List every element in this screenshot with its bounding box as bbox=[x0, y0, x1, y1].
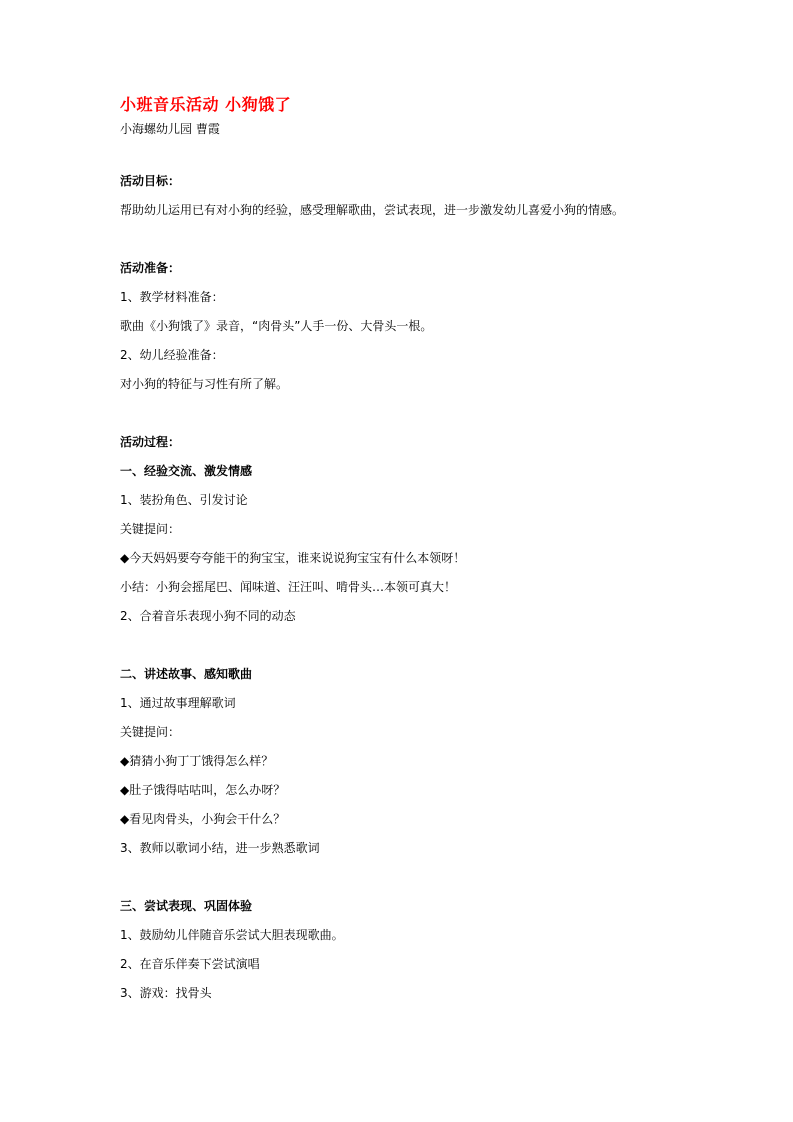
section-1-line: ◆今天妈妈要夸夸能干的狗宝宝，谁来说说狗宝宝有什么本领呀！ bbox=[120, 551, 466, 565]
spacer bbox=[120, 404, 740, 433]
author-line: 小海螺幼儿园 曹霞 bbox=[120, 122, 220, 136]
section-1-line: 小结：小狗会摇尾巴、闻味道、汪汪叫、啃骨头…本领可真大！ bbox=[120, 580, 457, 594]
section-2-line: 关键提问： bbox=[120, 725, 181, 739]
prep-item-2-text: 对小狗的特征与习性有所了解。 bbox=[120, 377, 289, 391]
prep-item-1-text: 歌曲《小狗饿了》录音，“肉骨头”人手一份、大骨头一根。 bbox=[120, 319, 433, 333]
section-3-line: 3、游戏：找骨头 bbox=[120, 986, 212, 1000]
prep-heading: 活动准备： bbox=[120, 261, 181, 275]
goals-heading: 活动目标： bbox=[120, 174, 181, 188]
section-2-line: 3、教师以歌词小结，进一步熟悉歌词 bbox=[120, 841, 320, 855]
section-3-title: 三、尝试表现、巩固体验 bbox=[120, 899, 253, 913]
section-2-line: 1、通过故事理解歌词 bbox=[120, 696, 236, 710]
document-title: 小班音乐活动 小狗饿了 bbox=[120, 95, 292, 114]
section-3-line: 2、在音乐伴奏下尝试演唱 bbox=[120, 957, 260, 971]
spacer bbox=[120, 230, 740, 259]
section-3-line: 1、鼓励幼儿伴随音乐尝试大胆表现歌曲。 bbox=[120, 928, 344, 942]
document-page bbox=[120, 93, 740, 1013]
section-2-title: 二、讲述故事、感知歌曲 bbox=[120, 667, 253, 681]
process-heading: 活动过程： bbox=[120, 435, 181, 449]
prep-item-1: 1、教学材料准备： bbox=[120, 290, 224, 304]
spacer bbox=[120, 636, 740, 665]
spacer bbox=[120, 868, 740, 897]
section-1-line: 2、合着音乐表现小狗不同的动态 bbox=[120, 609, 296, 623]
section-1-line: 关键提问： bbox=[120, 522, 181, 536]
goals-text: 帮助幼儿运用已有对小狗的经验，感受理解歌曲，尝试表现，进一步激发幼儿喜爱小狗的情感。 bbox=[120, 203, 625, 217]
section-2-line: ◆猜猜小狗丁丁饿得怎么样？ bbox=[120, 754, 274, 768]
prep-item-2: 2、幼儿经验准备： bbox=[120, 348, 224, 362]
section-1-line: 1、装扮角色、引发讨论 bbox=[120, 493, 248, 507]
section-1-title: 一、经验交流、激发情感 bbox=[120, 464, 253, 478]
spacer bbox=[120, 139, 740, 172]
section-2-line: ◆肚子饿得咕咕叫，怎么办呀？ bbox=[120, 783, 286, 797]
section-2-line: ◆看见肉骨头，小狗会干什么？ bbox=[120, 812, 286, 826]
